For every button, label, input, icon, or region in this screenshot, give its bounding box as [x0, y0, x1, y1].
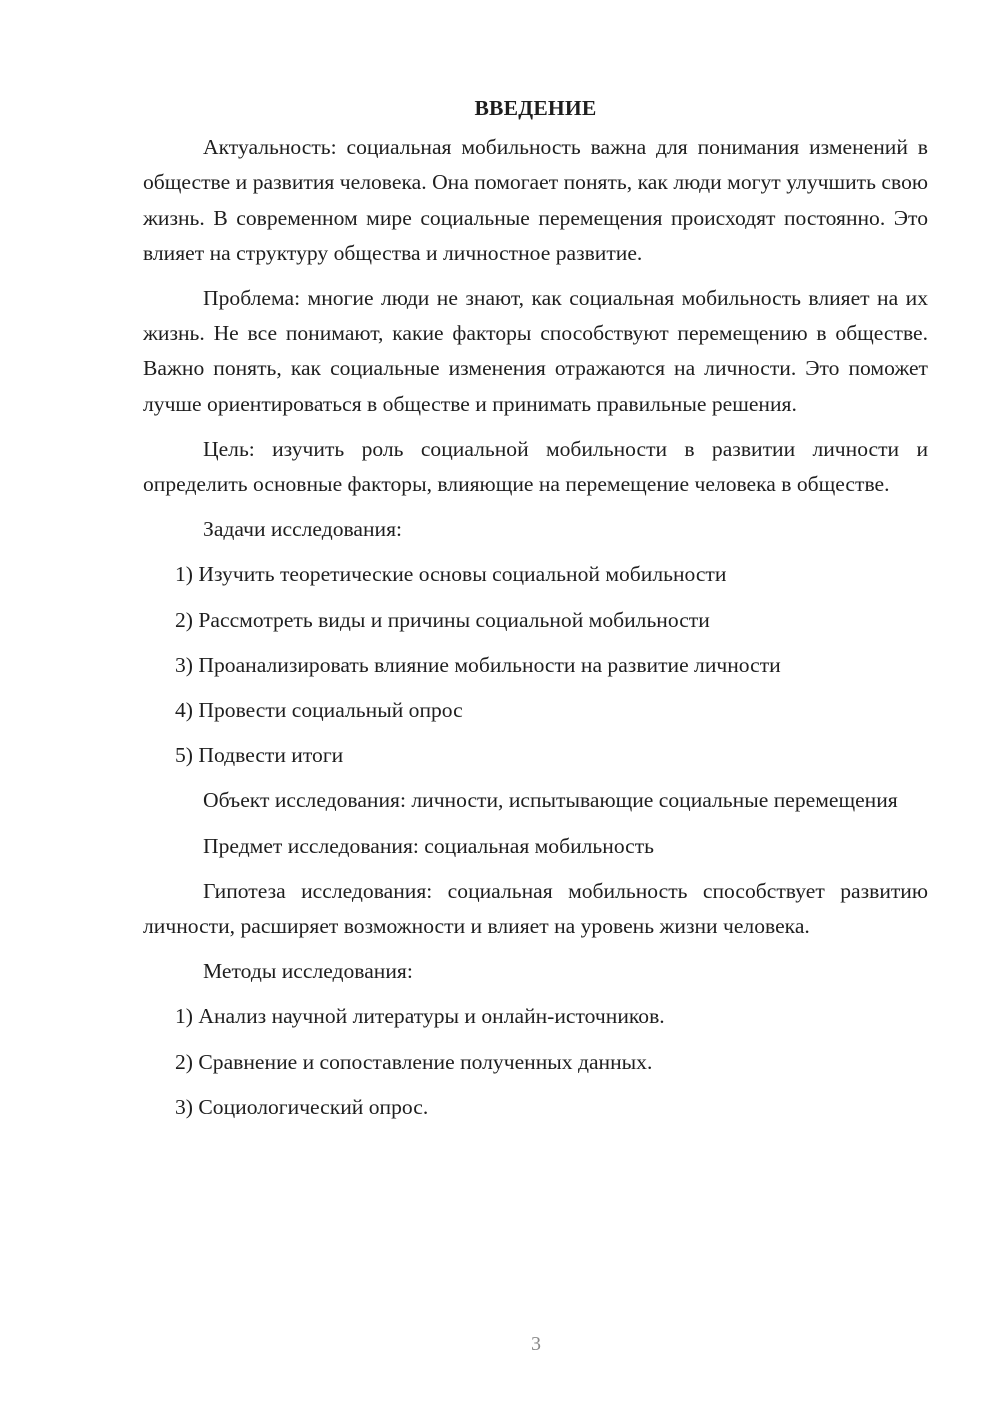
list-item: 1) Изучить теоретические основы социальной мобильности: [175, 562, 727, 587]
tasks-list: [143, 557, 928, 773]
object-paragraph: Объект исследования: личности, испытывающие социальные перемещения: [203, 788, 898, 813]
methods-list: [143, 999, 928, 1125]
goal-paragraph: Цель: изучить роль социальной мобильности в развитии личности и определить основные факторы, влияющие на перемещение человека в обществе.: [143, 436, 928, 497]
tasks-title: Задачи исследования:: [203, 517, 403, 542]
list-item: 3) Социологический опрос.: [175, 1094, 429, 1119]
list-item: 3) Проанализировать влияние мобильности на развитие личности: [175, 652, 781, 677]
relevance-paragraph: Актуальность: социальная мобильность важна для понимания изменений в обществе и развития человека. Она помогает понять, как люди могут улучшить свою жизнь. В современном мире социальные перемещения происходят постоянно. Это влияет на структуру общества и личностное развитие.: [143, 135, 928, 265]
subject-paragraph: Предмет исследования: социальная мобильность: [203, 833, 655, 858]
list-item: 1) Анализ научной литературы и онлайн-источников.: [175, 1004, 665, 1029]
list-item: 2) Рассмотреть виды и причины социальной мобильности: [175, 607, 710, 632]
list-item: 5) Подвести итоги: [175, 743, 344, 768]
list-item: 2) Сравнение и сопоставление полученных данных.: [175, 1049, 653, 1074]
page-number: 3: [531, 1333, 541, 1355]
list-item: 4) Провести социальный опрос: [175, 698, 463, 723]
hypothesis-paragraph: Гипотеза исследования: социальная мобильность способствует развитию личности, расширяет возможности и влияет на уровень жизни человека.: [143, 878, 928, 939]
section-heading: ВВЕДЕНИЕ: [474, 96, 597, 120]
methods-title: Методы исследования:: [203, 959, 413, 984]
problem-paragraph: Проблема: многие люди не знают, как социальная мобильность влияет на их жизнь. Не все понимают, какие факторы способствуют перемещению в обществе. Важно понять, как социальные изменения отражаются на личности. Это поможет лучше ориентироваться в обществе и принимать правильные решения.: [143, 286, 928, 416]
document-body: [143, 91, 928, 1135]
